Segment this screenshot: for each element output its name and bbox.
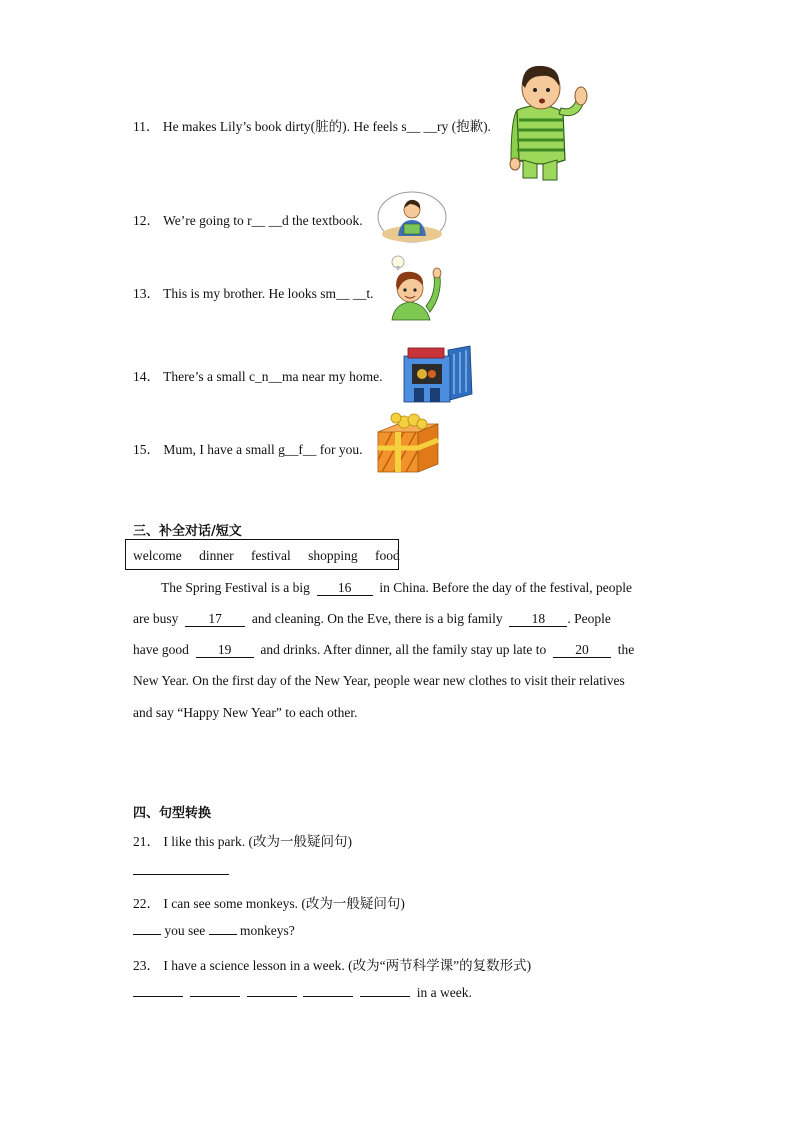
question-12 (133, 209, 363, 229)
question-text: There’s a small c_n__ma near my home. (163, 369, 383, 384)
word-bank-item: shopping (308, 548, 358, 563)
question-23 (133, 954, 531, 974)
passage-line-1: The Spring Festival is a big 16 in China. Before the day of the festival, people (161, 580, 633, 595)
question-text: This is my brother. He looks sm__ __t. (163, 286, 374, 301)
question-text: We’re going to r__ __d the textbook. (163, 213, 363, 228)
answer-row-22: you see monkeys? (133, 923, 295, 939)
passage-line-4: New Year. On the first day of the New Year, people wear new clothes to visit their relatives (133, 673, 625, 688)
question-number: 14． (133, 369, 160, 384)
answer-blank[interactable] (360, 996, 410, 997)
question-text: Mum, I have a small g__f__ for you. (163, 442, 363, 457)
answer-blank[interactable] (133, 996, 183, 997)
question-22 (133, 892, 405, 912)
gift-box-illustration (374, 412, 442, 474)
question-21 (133, 830, 352, 850)
word-bank-item: dinner (199, 548, 234, 563)
answer-blank[interactable] (247, 996, 297, 997)
word-bank-item: food (375, 548, 400, 563)
answer-blank[interactable] (209, 934, 237, 935)
word-bank-item: festival (250, 548, 291, 563)
passage-line-2: are busy 17 and cleaning. On the Eve, there is a big family 18 . People (133, 611, 611, 626)
word-bank-item: welcome (133, 548, 182, 563)
question-text: I can see some monkeys. (改为一般疑问句) (163, 896, 405, 911)
passage-line-3: have good 19 and drinks. After dinner, all the family stay up late to 20 the (133, 642, 635, 657)
question-13 (133, 282, 374, 302)
blank-19[interactable]: 19 (196, 643, 254, 658)
blank-20[interactable]: 20 (553, 643, 611, 658)
question-number: 12． (133, 213, 160, 228)
answer-blank[interactable] (133, 934, 161, 935)
cinema-illustration (400, 344, 476, 406)
answer-line-21[interactable] (133, 874, 229, 875)
section-title-cloze: 三、补全对话/短文 (133, 524, 242, 539)
word-bank (125, 539, 399, 570)
blank-17[interactable]: 17 (185, 612, 245, 627)
answer-row-23: in a week. (133, 985, 472, 1001)
question-text: He makes Lily’s book dirty(脏的). He feels s__ __ry (抱歉). (162, 119, 491, 134)
question-11 (133, 115, 491, 135)
question-15 (133, 438, 362, 458)
section-title-transform: 四、句型转换 (133, 806, 212, 821)
sorry-boy-illustration (503, 60, 593, 184)
answer-blank[interactable] (303, 996, 353, 997)
question-number: 23． (133, 958, 160, 973)
answer-blank[interactable] (190, 996, 240, 997)
question-number: 21． (133, 834, 160, 849)
passage-line-5: and say “Happy New Year” to each other. (133, 705, 358, 720)
blank-16[interactable]: 16 (317, 581, 373, 596)
smart-boy-illustration (386, 254, 448, 322)
question-number: 13． (133, 286, 160, 301)
blank-18[interactable]: 18 (509, 612, 567, 627)
question-number: 15． (133, 442, 160, 457)
question-14 (133, 365, 382, 385)
question-text: I like this park. (改为一般疑问句) (163, 834, 352, 849)
question-number: 22． (133, 896, 160, 911)
question-text: I have a science lesson in a week. (改为“两节科学课”的复数形式) (163, 958, 532, 973)
question-number: 11． (133, 119, 160, 134)
reading-boy-illustration (376, 190, 448, 244)
